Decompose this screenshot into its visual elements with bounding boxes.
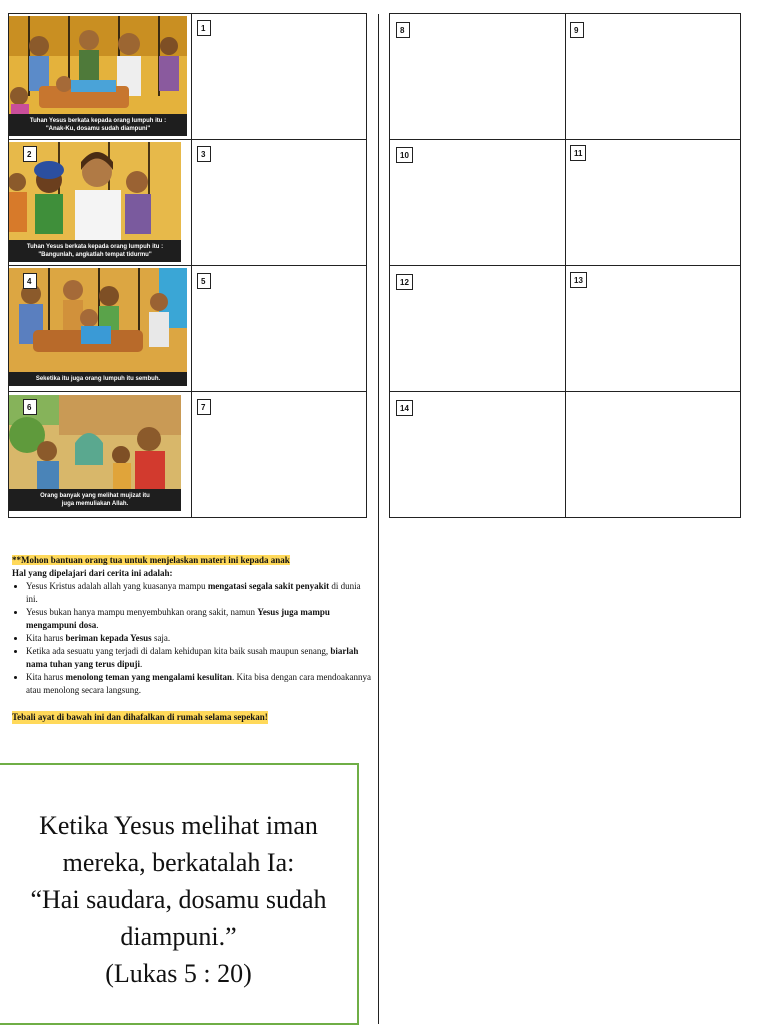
caption-line: "Anak-Ku, dosamu sudah diampuni" [45,126,151,132]
verse-line: “Hai saudara, dosamu sudah [30,885,327,914]
box-number: 4 [23,273,37,289]
box-number: 6 [23,399,37,415]
storyboard-right [389,13,741,518]
caption-line: Orang banyak yang melihat mujizat itu [40,493,150,499]
list-item: • Yesus Kristus adalah allah yang kuasanya mampu mengatasi segala sakit penyakit di dunia ini. [26,580,372,606]
lesson-list [12,580,372,697]
box-number: 7 [197,399,211,415]
box-number: 12 [396,274,413,290]
box-number: 8 [396,22,410,38]
verse-line: Ketika Yesus melihat iman [39,811,318,840]
box-number: 5 [197,273,211,289]
grid-line [9,391,366,392]
comic-panel-1 [9,16,187,136]
box-number: 10 [396,147,413,163]
grid-line [390,391,740,392]
grid-line [9,265,366,266]
verse-line: diampuni.” [120,922,237,951]
memory-verse-box [0,763,359,1025]
grid-line [390,139,740,140]
box-number: 2 [23,146,37,162]
list-item: • Kita harus menolong teman yang mengalami kesulitan. Kita bisa dengan cara mendoakannya atau menolong secara langsung. [26,671,372,697]
box-number: 3 [197,146,211,162]
box-number: 11 [570,145,586,161]
caption-line: "Bangunlah, angkatlah tempat tidurmu" [38,252,152,258]
grid-line [390,265,740,266]
box-number: 13 [570,272,587,288]
grid-line [9,139,366,140]
panel-caption [9,114,187,136]
list-item: • Ketika ada sesuatu yang terjadi di dalam kehidupan kita baik susah maupun senang, biarlah nama tuhan yang terus dipuji. [26,645,372,671]
caption-line: Tuhan Yesus berkata kepada orang lumpuh itu : [26,244,164,250]
storyboard-left [8,13,367,518]
verse-reference: (Lukas 5 : 20) [105,959,252,988]
parent-note: **Mohon bantuan orang tua untuk menjelaskan materi ini kepada anak [12,555,290,565]
caption-line: Tuhan Yesus berkata kepada orang lumpuh itu : [29,118,167,124]
lesson-heading: Hal yang dipelajari dari cerita ini adalah: [12,568,173,578]
list-item: • Kita harus beriman kepada Yesus saja. [26,632,372,645]
verse-line: mereka, berkatalah Ia: [62,848,295,877]
caption-line: juga memuliakan Allah. [61,501,129,507]
box-number: 9 [570,22,584,38]
lesson-notes [12,554,372,724]
panel-caption [9,372,187,386]
box-number: 14 [396,400,413,416]
panel-caption [9,489,181,511]
panel-caption [9,240,181,262]
list-item: • Yesus bukan hanya mampu menyembuhkan orang sakit, namun Yesus juga mampu mengampuni dosa. [26,606,372,632]
caption-line: Seketika itu juga orang lumpuh itu sembuh. [35,376,161,382]
box-number: 1 [197,20,211,36]
center-divider [378,14,379,1024]
memorize-instruction: Tebali ayat di bawah ini dan dihafalkan di rumah selama sepekan! [12,712,268,722]
